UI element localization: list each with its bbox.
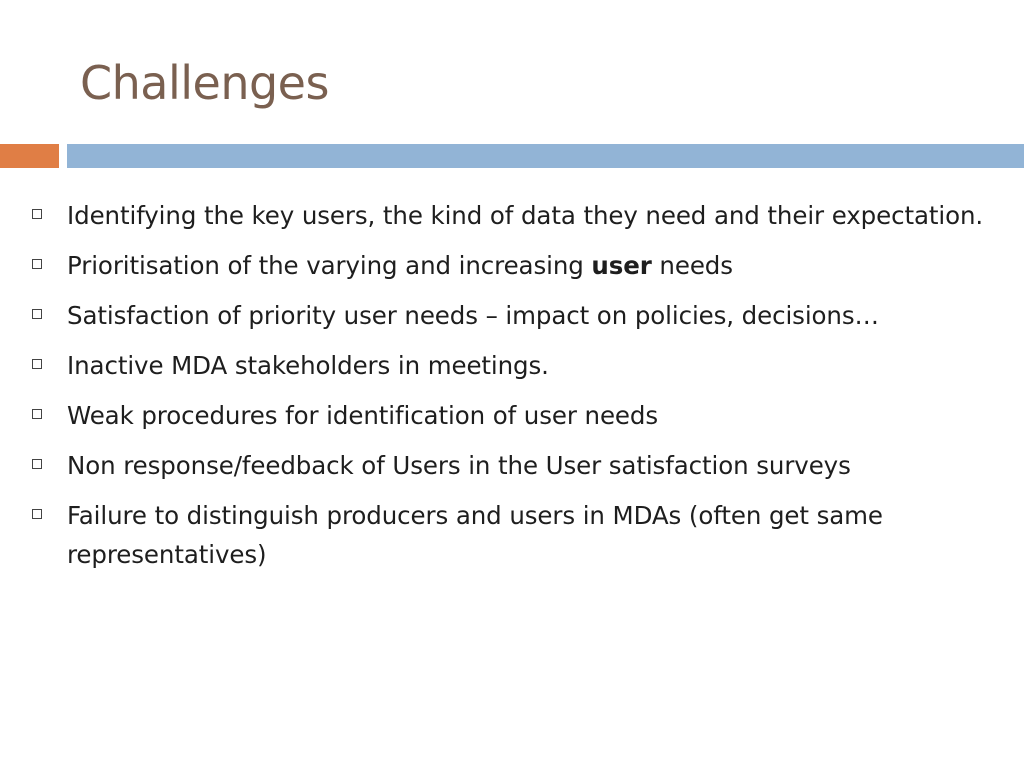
- bullet-item: [30, 346, 990, 385]
- bullet-item: [30, 396, 990, 435]
- bullet-item: [30, 246, 990, 285]
- square-bullet-icon: [32, 209, 42, 219]
- bullet-text-after: needs: [651, 251, 733, 280]
- bullet-item: [30, 196, 990, 235]
- bullet-item: [30, 296, 990, 335]
- bullet-text: [67, 251, 733, 280]
- bullet-text: Satisfaction of priority user needs – impact on policies, decisions…: [67, 301, 879, 330]
- bullet-text-emphasis: user: [591, 251, 652, 280]
- bullet-list: [30, 196, 990, 585]
- title-rule-accent-blue: [67, 144, 1024, 168]
- bullet-text-before: Prioritisation of the varying and increasing: [67, 251, 592, 280]
- bullet-text: Identifying the key users, the kind of data they need and their expectation.: [67, 201, 984, 230]
- square-bullet-icon: [32, 509, 42, 519]
- square-bullet-icon: [32, 259, 42, 269]
- bullet-text: Non response/feedback of Users in the User satisfaction surveys: [67, 451, 851, 480]
- square-bullet-icon: [32, 359, 42, 369]
- square-bullet-icon: [32, 309, 42, 319]
- bullet-text: Inactive MDA stakeholders in meetings.: [67, 351, 549, 380]
- bullet-item: [30, 496, 990, 574]
- bullet-text: Failure to distinguish producers and users in MDAs (often get same representatives): [67, 501, 883, 569]
- square-bullet-icon: [32, 409, 42, 419]
- square-bullet-icon: [32, 459, 42, 469]
- slide-title: Challenges: [80, 56, 329, 110]
- bullet-text: Weak procedures for identification of user needs: [67, 401, 659, 430]
- title-rule-accent-orange: [0, 144, 59, 168]
- bullet-item: [30, 446, 990, 485]
